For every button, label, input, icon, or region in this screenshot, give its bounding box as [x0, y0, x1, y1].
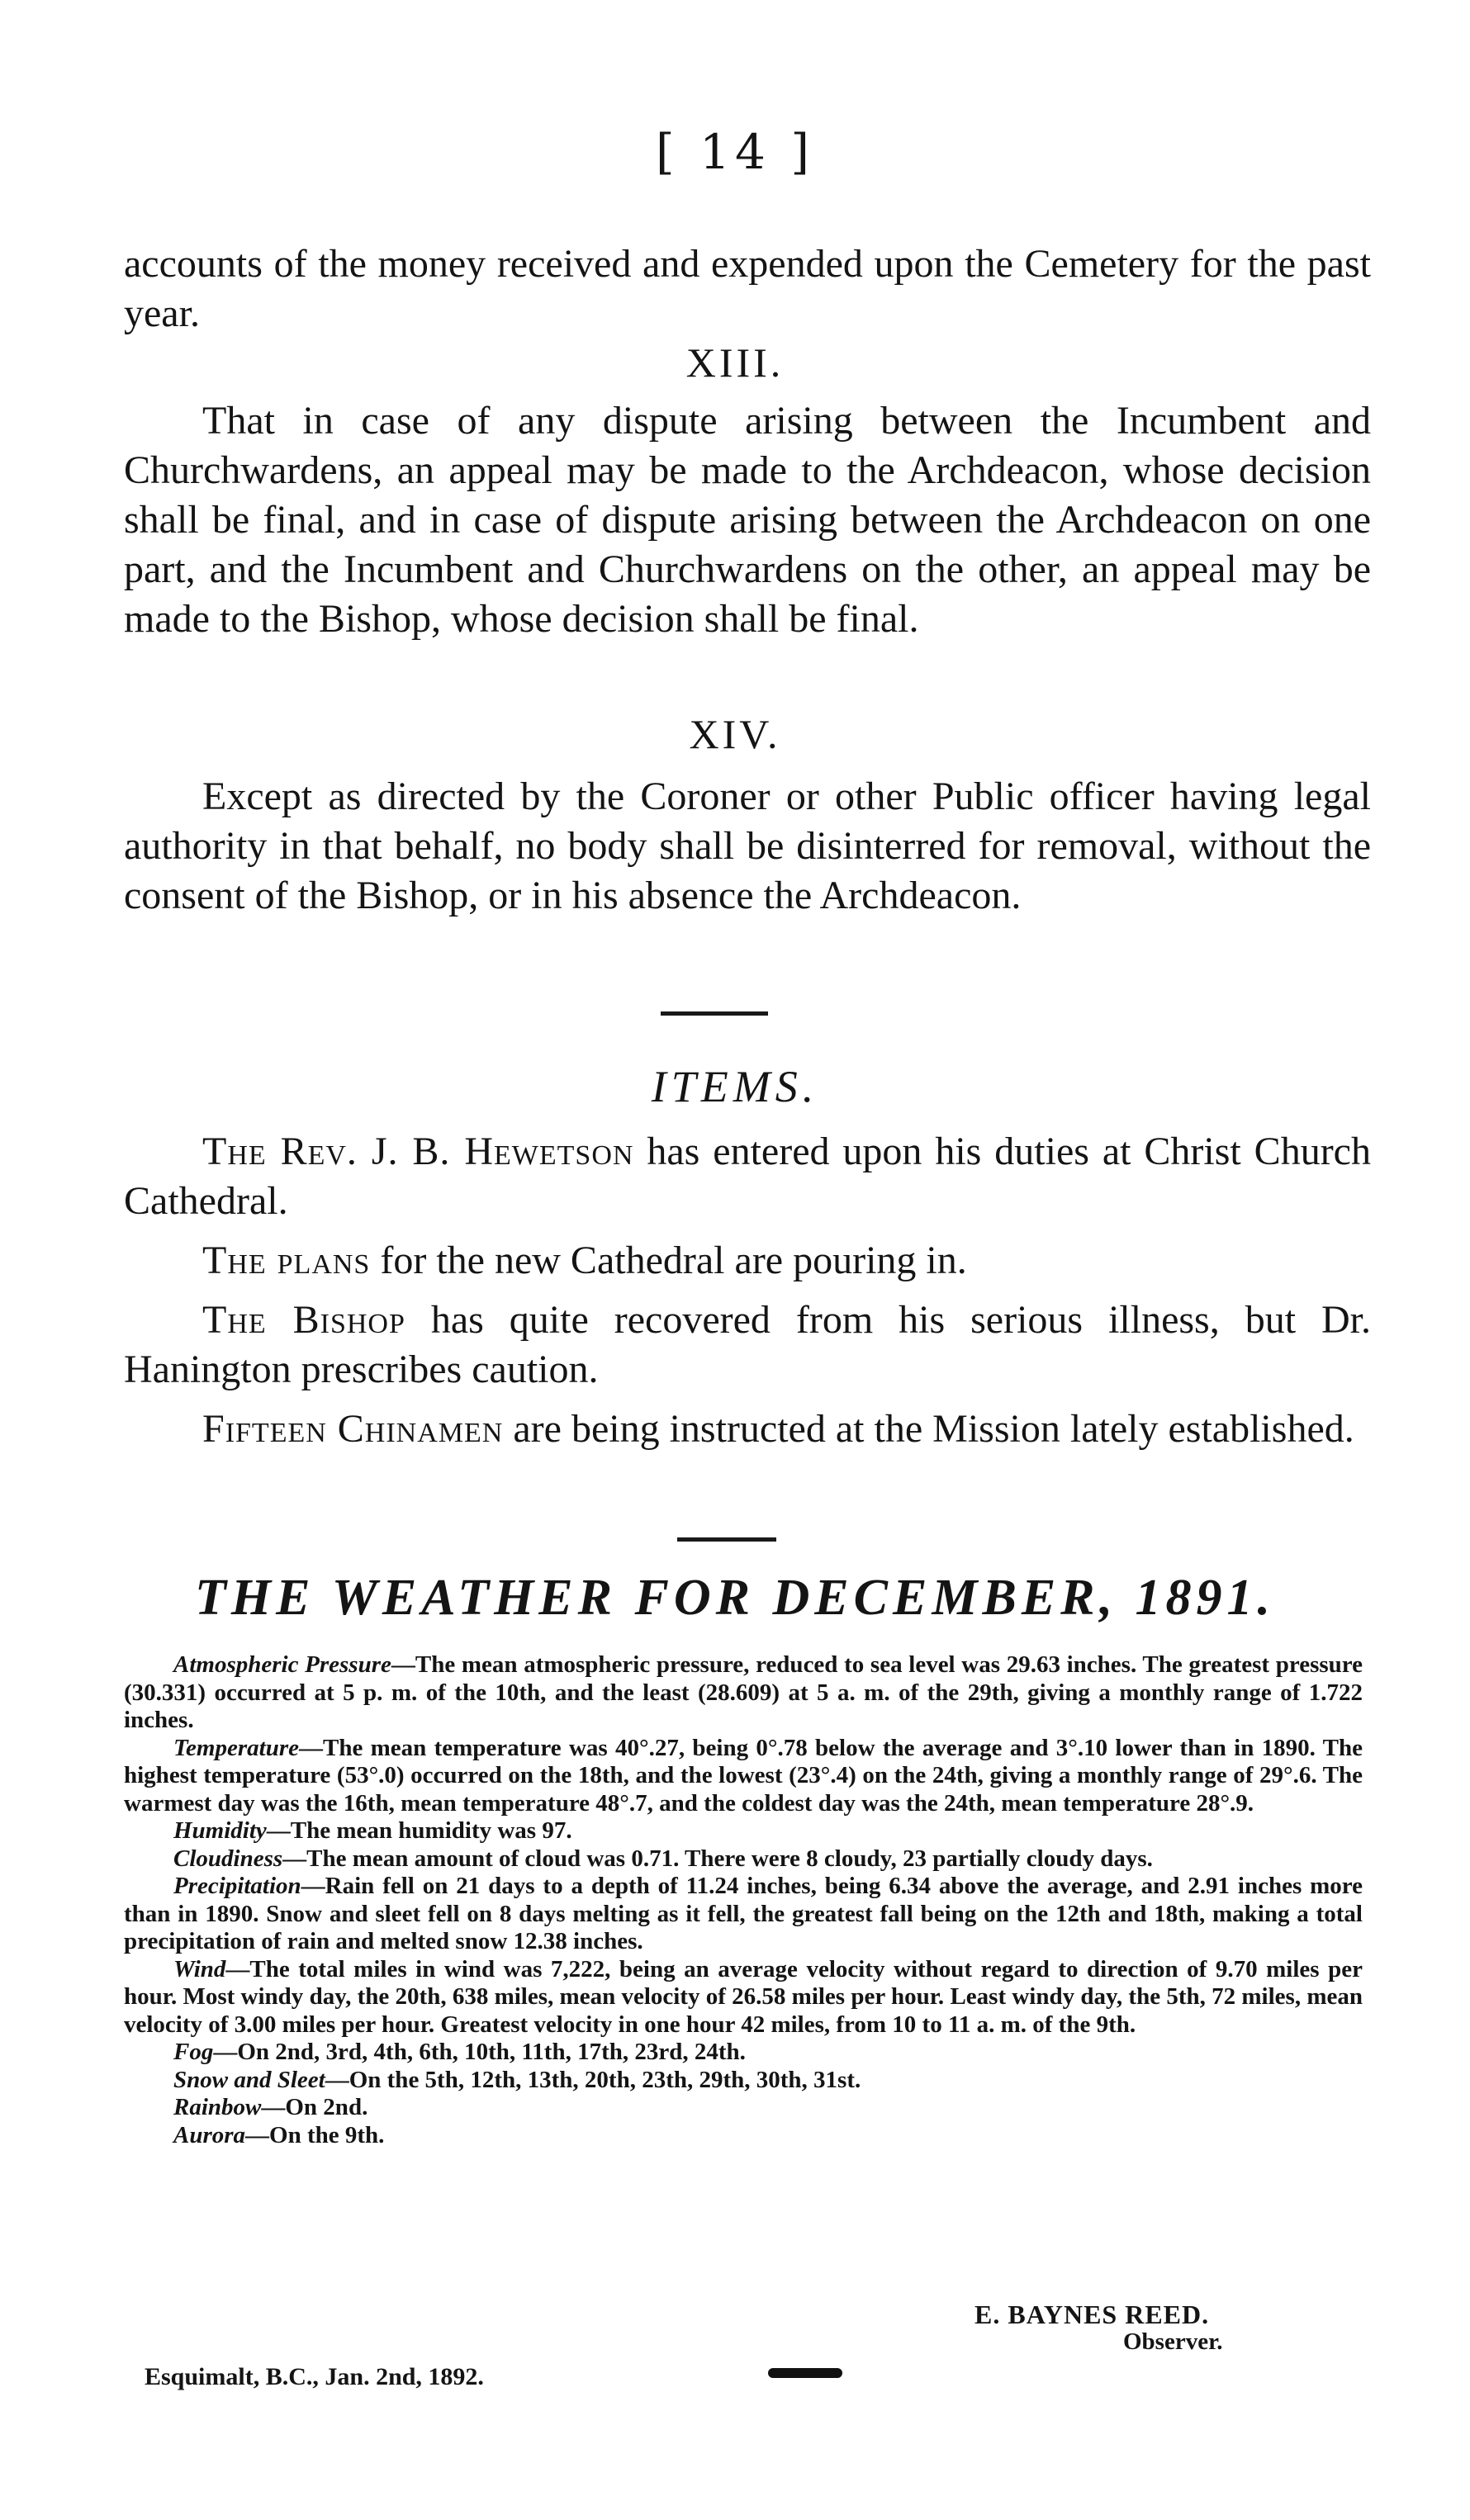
weather-text: —On the 5th, 12th, 13th, 20th, 23th, 29th, 30th, 31st. [325, 2066, 861, 2093]
items-list [124, 1127, 1371, 1454]
item-lead: Fifteen Chinamen [202, 1407, 504, 1451]
item-text: for the new Cathedral are pouring in. [370, 1239, 967, 1282]
weather-label: Precipitation [173, 1873, 301, 1899]
weather-text: —On 2nd. [261, 2094, 368, 2120]
separator-rule [661, 1011, 768, 1016]
item-lead: The Bishop [202, 1298, 405, 1342]
weather-paragraph [124, 1873, 1363, 1956]
continuation-paragraph [124, 239, 1371, 339]
weather-text: —On the 9th. [245, 2121, 385, 2148]
section-xiv-text: Except as directed by the Coroner or other Public officer having legal authority in that behalf, no body shall be disinterred for removal, without the consent of the Bishop, or in his absence the Archdeacon. [124, 774, 1371, 917]
section-xiii-text: That in case of any dispute arising between the Incumbent and Churchwardens, an appeal may be made to the Archdeacon, whose decision shall be final, and in case of dispute arising between the Archdeacon on one part, and the Incumbent and Churchwardens on the other, an appeal may be made to the Bishop, whose decision shall be final. [124, 399, 1371, 641]
observer-name: E. BAYNES REED. [974, 2300, 1210, 2329]
item-lead: The Rev. J. B. Hewetson [202, 1130, 634, 1173]
observer-title: Observer. [1123, 2328, 1223, 2355]
dateline: Esquimalt, B.C., Jan. 2nd, 1892. [145, 2363, 484, 2390]
weather-label: Fog [173, 2039, 214, 2065]
item-text: has quite recovered from his serious illness, but Dr. Hanington prescribes caution. [124, 1298, 1371, 1391]
weather-label: Aurora [173, 2121, 246, 2148]
page-number: [ 14 ] [656, 124, 814, 180]
list-item [124, 1404, 1371, 1454]
list-item [124, 1236, 1371, 1286]
separator-rule [677, 1537, 776, 1542]
item-text: are being instructed at the Mission lately established. [503, 1407, 1354, 1451]
continuation-text: accounts of the money received and expended upon the Cemetery for the past year. [124, 242, 1371, 335]
items-heading: ITEMS. [651, 1062, 819, 1111]
weather-text: —The mean amount of cloud was 0.71. There were 8 cloudy, 23 partially cloudy days. [282, 1845, 1153, 1872]
section-xiv [124, 772, 1371, 921]
ink-dash-mark [768, 2368, 842, 2378]
weather-text: —Rain fell on 21 days to a depth of 11.24 inches, being 6.34 above the average, and 2.91 inches more than in 1890. Snow and sleet fell on 8 days melting as it fell, the greatest fall being on the 12th and 18th, making a total precipitation of rain and melted snow 12.38 inches. [124, 1873, 1363, 1954]
section-numeral-xiv: XIV. [689, 711, 781, 757]
weather-label: Atmospheric Pressure [173, 1651, 391, 1678]
list-item [124, 1296, 1371, 1395]
weather-paragraph [124, 2067, 1363, 2095]
weather-paragraph [124, 1845, 1363, 1873]
weather-paragraph [124, 1956, 1363, 2039]
weather-paragraph [124, 1735, 1363, 1818]
weather-label: Humidity [173, 1817, 267, 1844]
weather-text: —On 2nd, 3rd, 4th, 6th, 10th, 11th, 17th, 23rd, 24th. [213, 2039, 746, 2065]
weather-report [124, 1651, 1363, 2149]
weather-paragraph [124, 1651, 1363, 1735]
weather-paragraph [124, 2039, 1363, 2067]
weather-text: —The total miles in wind was 7,222, being an average velocity without regard to direction of 9.70 miles per hour. Most windy day, the 20th, 638 miles, mean velocity of 26.58 miles per hour. Least windy day, the 5th, 72 miles, mean velocity of 3.00 miles per hour. Greatest velocity in one hour 42 miles, from 10 to 11 a. m. of the 9th. [124, 1955, 1363, 2038]
item-lead: The plans [202, 1239, 371, 1282]
weather-paragraph [124, 1817, 1363, 1845]
weather-label: Wind [173, 1955, 226, 1982]
weather-label: Temperature [173, 1734, 299, 1761]
weather-label: Snow and Sleet [173, 2066, 325, 2093]
weather-title: THE WEATHER FOR DECEMBER, 1891. [194, 1570, 1276, 1626]
weather-text: —The mean humidity was 97. [266, 1817, 572, 1844]
list-item [124, 1127, 1371, 1226]
weather-label: Cloudiness [173, 1845, 283, 1872]
weather-paragraph [124, 2122, 1363, 2150]
weather-paragraph [124, 2094, 1363, 2122]
weather-text: —The mean atmospheric pressure, reduced to sea level was 29.63 inches. The greatest pressure (30.331) occurred at 5 p. m. of the 10th, and the least (28.609) at 5 a. m. of the 29th, giving a monthly range of 1.722 inches. [124, 1651, 1363, 1733]
weather-label: Rainbow [173, 2094, 262, 2120]
section-numeral-xiii: XIII. [685, 339, 785, 386]
item-text: has entered upon his duties at Christ Church Cathedral. [124, 1130, 1371, 1223]
section-xiii [124, 396, 1371, 644]
weather-text: —The mean temperature was 40°.27, being 0°.78 below the average and 3°.10 lower than in 1890. The highest temperature (53°.0) occurred on the 18th, and the lowest (23°.4) on the 24th, giving a monthly range of 29°.6. The warmest day was the 16th, mean temperature 48°.7, and the coldest day was the 24th, mean temperature 28°.9. [124, 1734, 1363, 1817]
